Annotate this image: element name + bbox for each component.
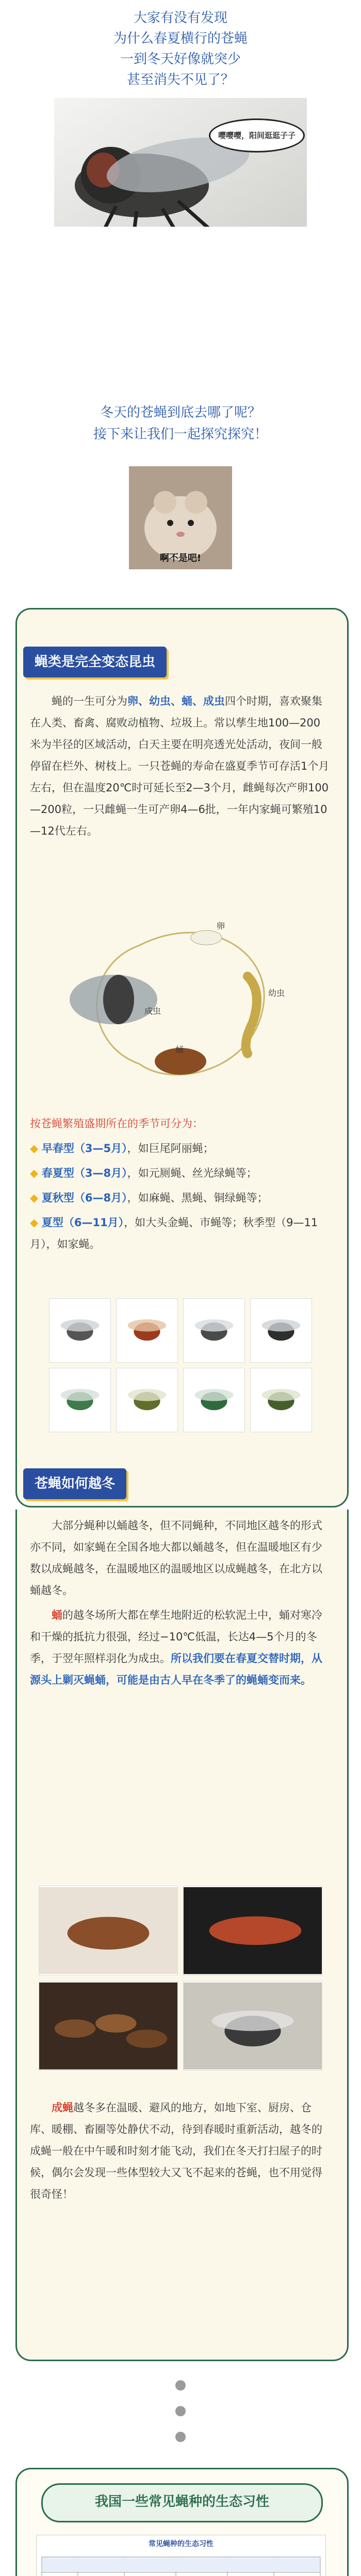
fly-species-photo bbox=[183, 1368, 245, 1432]
lifecycle-diagram bbox=[41, 914, 320, 1095]
lifecycle-paragraph bbox=[30, 690, 331, 845]
seasons-block bbox=[30, 1113, 331, 1258]
section-overwinter-title: 苍蝇如何越冬 bbox=[23, 1468, 126, 1499]
lifecycle-text-pre: 蝇的一生可分为 bbox=[52, 695, 127, 707]
lifecycle-label-egg: 卵 bbox=[217, 921, 225, 931]
overwinter-p3-body: 越冬多在温暖、避风的地方，如地下室、厨房、仓库、暖棚、畜圈等处静伏不动，待到春暖时重新活动，越冬的成蝇一般在中午暖和时刻才能飞动，我们在冬天打扫屋子的时候，偶尔会发现一些体型较大又飞不起来的苍蝇，也不用觉得很奇怪！ bbox=[30, 2102, 322, 2200]
speech-bubble: 嘤嘤嘤，阳间逛逛子子 bbox=[209, 118, 305, 152]
season-1-name: 早春型（3—5月） bbox=[41, 1142, 127, 1155]
season-4 bbox=[30, 1212, 331, 1255]
intro-line-1: 大家有没有发现 bbox=[133, 10, 227, 26]
diamond-icon: ◆ bbox=[30, 1142, 39, 1155]
fly-species-grid bbox=[49, 1298, 312, 1432]
lifecycle-stages: 卵、幼虫、蛹、成虫 bbox=[127, 695, 225, 707]
winter-line-2: 接下来让我们一起探究探究！ bbox=[93, 427, 268, 442]
season-3-desc: ，如麻蝇、黑蝇、铜绿蝇等； bbox=[127, 1192, 268, 1204]
winter-question bbox=[0, 402, 361, 445]
adult-fly-photo bbox=[183, 1981, 322, 2071]
season-2-name: 春夏型（3—8月） bbox=[41, 1167, 127, 1179]
fly-species-photo bbox=[250, 1298, 312, 1363]
intro-line-3: 一到冬天好像就突少 bbox=[120, 52, 241, 67]
lifecycle-label-adult: 成虫 bbox=[144, 1006, 161, 1016]
overwinter-p2-lead: 蛹 bbox=[52, 1609, 62, 1621]
hamster-image bbox=[129, 466, 232, 569]
section-lifecycle-title: 蝇类是完全变态昆虫 bbox=[23, 647, 167, 677]
fly-species-photo bbox=[116, 1298, 178, 1363]
diamond-icon: ◆ bbox=[30, 1167, 39, 1179]
season-3 bbox=[30, 1187, 331, 1209]
season-3-name: 夏秋型（6—8月） bbox=[41, 1192, 127, 1204]
species-table-image[interactable] bbox=[36, 2535, 326, 2576]
overwinter-p3-lead: 成蝇 bbox=[52, 2102, 73, 2114]
intro-lines-block bbox=[0, 8, 361, 90]
divider-dot bbox=[175, 2406, 186, 2416]
divider-dot bbox=[175, 2380, 186, 2391]
intro-line-4: 甚至消失不见了？ bbox=[126, 72, 234, 88]
season-4-name: 夏型（6—11月） bbox=[41, 1216, 124, 1229]
season-4-desc: ，如大头金蝇、市蝇等；秋季型（9—11月），如家蝇。 bbox=[30, 1216, 318, 1250]
lifecycle-label-larva: 幼虫 bbox=[268, 988, 285, 998]
section-species-table-title: 我国一些常见蝇种的生态习性 bbox=[94, 2494, 269, 2510]
season-1 bbox=[30, 1138, 331, 1159]
fly-illustration bbox=[54, 98, 307, 227]
fly-species-photo bbox=[49, 1298, 111, 1363]
season-2 bbox=[30, 1162, 331, 1184]
overwinter-p2 bbox=[30, 1604, 331, 1691]
season-2-desc: ，如元厕蝇、丝光绿蝇等； bbox=[127, 1167, 257, 1179]
lifecycle-text-rest: 四个时期，喜欢聚集在人类、畜禽、腐败动植物、垃圾上。常以孳生地100—200米为半径的区域活动，白天主要在明亮透光处活动，夜间一般停留在栏外、树枝上。一只苍蝇的寿命在盛夏季节可存活1个月左右，但在温度20℃时可延长至2—3个月，雌蝇每次产卵100—200粒，一只雌蝇一生可产卵4—6批，一年内家蝇可繁殖10—12代左右。 bbox=[30, 695, 330, 837]
overwinter-p3 bbox=[30, 2097, 331, 2205]
fly-species-photo bbox=[116, 1368, 178, 1432]
intro-line-2: 为什么春夏横行的苍蝇 bbox=[113, 31, 248, 46]
hamster-caption: 啊不是吧! bbox=[159, 553, 202, 564]
dots-divider bbox=[175, 2380, 186, 2442]
season-1-desc: ，如巨尾阿丽蝇； bbox=[127, 1142, 214, 1155]
overwinter-p2-mid: 的越冬场所大都在孳生地附近的松软泥土中，蛹对寒冷和干燥的抵抗力很强，经过−10℃低温，长达4—5个月的冬季，于翌年照样羽化为成虫。 bbox=[30, 1609, 322, 1665]
overwinter-p1: 大部分蝇种以蛹越冬，但不同蝇种，不同地区越冬的形式亦不同，如家蝇在全国各地大都以蛹越冬，但在温暖地区有少数以成蝇越冬，在温暖地区的温暖地区以成蝇越冬，在北方以蛹越冬。 bbox=[30, 1519, 322, 1597]
seasons-intro bbox=[30, 1113, 331, 1134]
divider-dot bbox=[175, 2432, 186, 2442]
pupa-photo bbox=[39, 1886, 178, 1976]
fly-hero-image bbox=[54, 98, 307, 227]
species-table-heading: 常见蝇种的生态习性 bbox=[149, 2540, 214, 2548]
lifecycle-cycle-svg bbox=[41, 914, 320, 1095]
fly-species-photo bbox=[250, 1368, 312, 1432]
section-species-table-title-bar bbox=[41, 2483, 323, 2522]
overwinter-p2-highlight: 所以我们要在春夏交替时期，从源头上剿灭蝇蛹，可能是由古人早在冬季了的蝇蛹变而来。 bbox=[30, 1652, 322, 1686]
fly-species-photo bbox=[183, 1298, 245, 1363]
lifecycle-label-pupa: 蛹 bbox=[175, 1045, 184, 1055]
overwinter-text-2 bbox=[30, 2097, 331, 2208]
species-table-grid bbox=[37, 2552, 325, 2576]
diamond-icon: ◆ bbox=[30, 1216, 39, 1229]
pupae-cluster-photo bbox=[39, 1981, 178, 2071]
diamond-icon: ◆ bbox=[30, 1192, 39, 1204]
overwinter-text bbox=[30, 1515, 331, 1694]
winter-line-1: 冬天的苍蝇到底去哪了呢？ bbox=[100, 405, 261, 420]
lifecycle-text bbox=[30, 690, 331, 842]
fly-species-photo bbox=[49, 1368, 111, 1432]
seasons-intro-tag: 按苍蝇繁殖盛期所在的季节可分为： bbox=[30, 1117, 203, 1130]
overwinter-photo-grid bbox=[39, 1886, 322, 2066]
fly-emerging-photo bbox=[183, 1886, 322, 1976]
